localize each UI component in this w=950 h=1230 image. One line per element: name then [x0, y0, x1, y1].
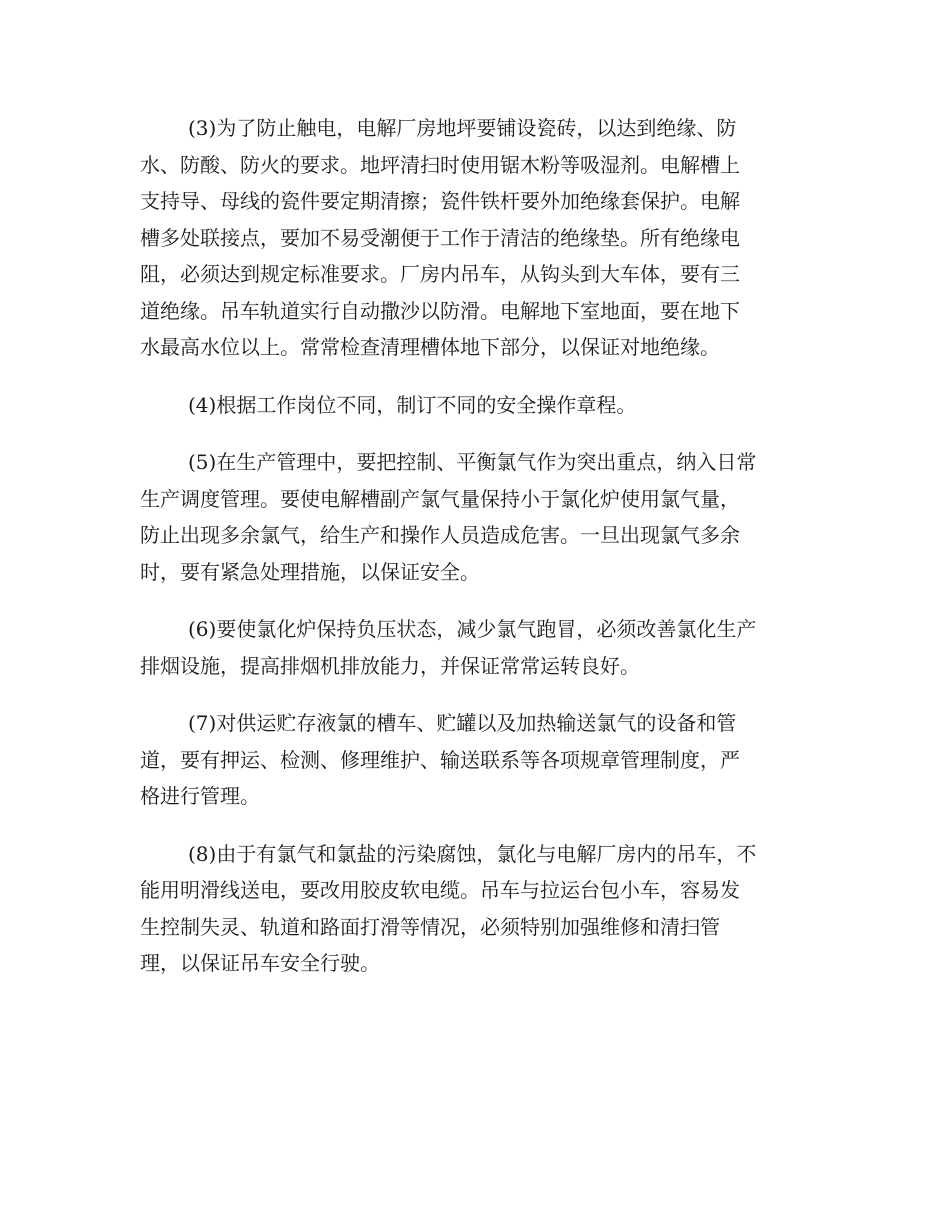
paragraph-line: 水最高水位以上。常常检查清理槽体地下部分，以保证对地绝缘。	[140, 335, 720, 359]
paragraph-line: (6)要使氯化炉保持负压状态，减少氯气跑冒，必须改善氯化生产	[188, 617, 757, 641]
paragraph-line: (7)对供运贮存液氯的槽车、贮罐以及加热输送氯气的设备和管	[188, 711, 737, 735]
paragraph-line: 格进行管理。	[140, 784, 260, 808]
paragraph-line: 水、防酸、防火的要求。地坪清扫时使用锯木粉等吸湿剂。电解槽上	[140, 152, 740, 177]
paragraph-line: 排烟设施，提高排烟机排放能力，并保证常常运转良好。	[140, 653, 640, 678]
paragraph-line: (3)为了防止触电，电解厂房地坪要铺设瓷砖，以达到绝缘、防	[188, 116, 737, 140]
paragraph-line: 道绝缘。吊车轨道实行自动撒沙以防滑。电解地下室地面，要在地下	[140, 298, 740, 323]
paragraph-line: 道，要有押运、检测、修理维护、输送联系等各项规章管理制度，严	[140, 747, 740, 772]
paragraph-line: (8)由于有氯气和氯盐的污染腐蚀，氯化与电解厂房内的吊车，不	[188, 841, 757, 866]
paragraph-line: 槽多处联接点，要加不易受潮便于工作于清洁的绝缘垫。所有绝缘电	[140, 225, 740, 250]
paragraph-line: 生控制失灵、轨道和路面打滑等情况，必须特别加强维修和清扫管	[140, 914, 720, 939]
paragraph-line: (5)在生产管理中，要把控制、平衡氯气作为突出重点，纳入日常	[188, 450, 757, 474]
paragraph-line: (4)根据工作岗位不同，制订不同的安全操作章程。	[188, 392, 637, 417]
paragraph-4	[140, 387, 810, 424]
paragraph-line: 时，要有紧急处理措施，以保证安全。	[140, 559, 480, 584]
paragraph-5	[140, 444, 810, 590]
paragraph-3	[140, 110, 810, 366]
paragraph-line: 阻，必须达到规定标准要求。厂房内吊车，从钩头到大车体，要有三	[140, 262, 740, 286]
paragraph-6	[140, 611, 810, 684]
paragraph-line: 理，以保证吊车安全行驶。	[140, 951, 380, 975]
paragraph-line: 支持导、母线的瓷件要定期清擦；瓷件铁杆要外加绝缘套保护。电解	[140, 189, 740, 213]
paragraph-line: 防止出现多余氯气，给生产和操作人员造成危害。一旦出现氯气多余	[140, 523, 740, 547]
paragraph-8	[140, 836, 810, 982]
paragraph-line: 能用明滑线送电，要改用胶皮软电缆。吊车与拉运台包小车，容易发	[140, 878, 740, 902]
paragraph-7	[140, 705, 810, 815]
paragraph-line: 生产调度管理。要使电解槽副产氯气量保持小于氯化炉使用氯气量，	[140, 486, 740, 511]
